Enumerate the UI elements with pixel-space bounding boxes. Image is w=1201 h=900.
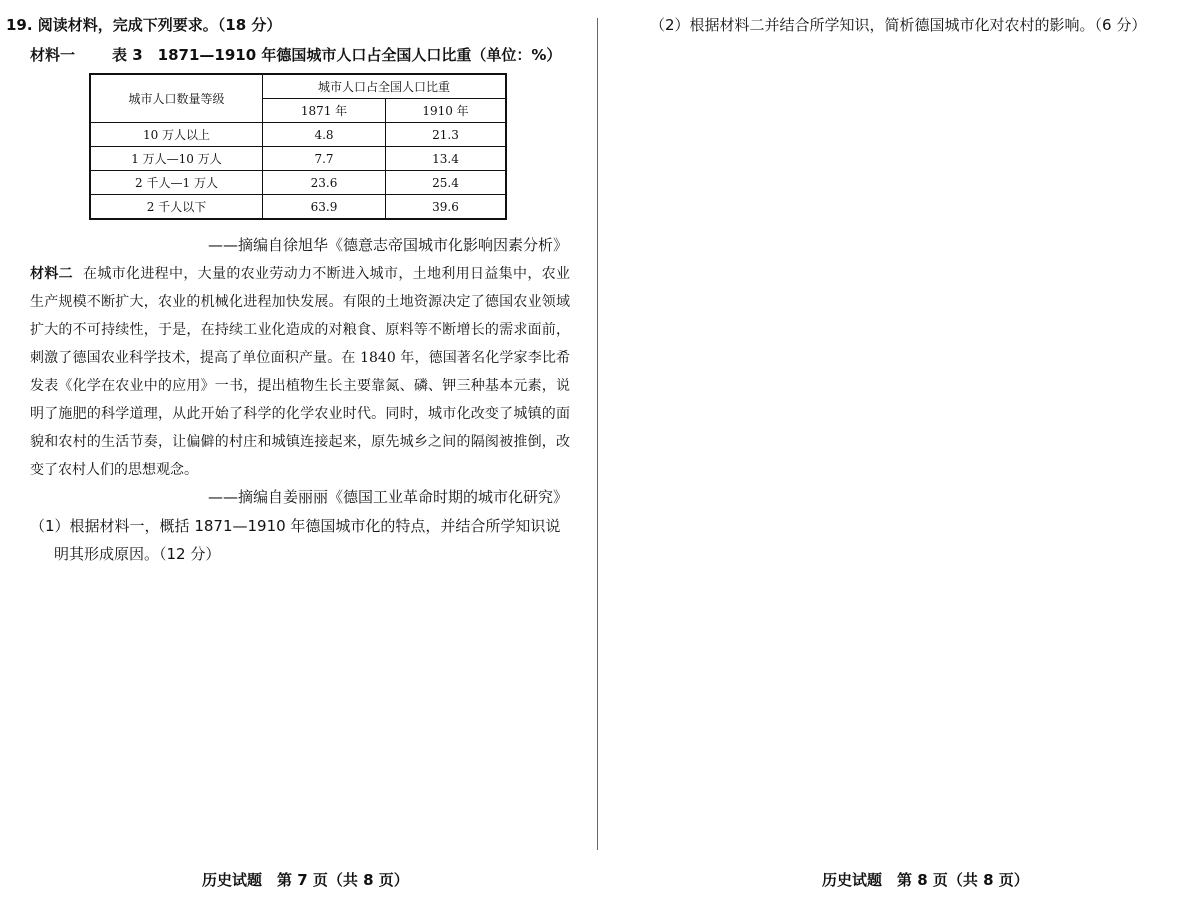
material2-label: 材料二	[30, 266, 73, 282]
group-header: 城市人口占全国人口比重	[263, 74, 507, 99]
value-1910-cell: 13.4	[386, 147, 507, 171]
material1-label: 材料一	[30, 46, 76, 64]
left-page	[0, 0, 598, 900]
level-cell: 2 千人—1 万人	[90, 171, 263, 195]
row-header: 城市人口数量等级	[90, 74, 263, 123]
value-1871-cell: 4.8	[263, 123, 386, 147]
year-header-1910: 1910 年	[386, 99, 507, 123]
value-1910-cell: 25.4	[386, 171, 507, 195]
level-cell: 1 万人—10 万人	[90, 147, 263, 171]
value-1910-cell: 39.6	[386, 195, 507, 220]
table-caption: 表 3 1871—1910 年德国城市人口占全国人口比重（单位：%）	[112, 46, 562, 64]
value-1871-cell: 7.7	[263, 147, 386, 171]
table-row	[90, 171, 506, 195]
page-footer-left: 历史试题 第 7 页（共 8 页）	[202, 871, 409, 889]
table-row	[90, 123, 506, 147]
page-footer-right: 历史试题 第 8 页（共 8 页）	[822, 871, 1029, 889]
table-row	[90, 195, 506, 220]
table-row	[90, 147, 506, 171]
question-title: 19. 阅读材料，完成下列要求。（18 分）	[6, 16, 282, 34]
page-divider	[597, 18, 598, 850]
sub-question-2: （2）根据材料二并结合所学知识，简析德国城市化对农村的影响。（6 分）	[650, 16, 1147, 34]
urban-population-table	[89, 73, 507, 220]
value-1910-cell: 21.3	[386, 123, 507, 147]
material2-block	[30, 260, 570, 484]
material2-source: ——摘编自姜丽丽《德国工业革命时期的城市化研究》	[207, 488, 568, 506]
level-cell: 2 千人以下	[90, 195, 263, 220]
material1-header	[30, 44, 561, 65]
value-1871-cell: 63.9	[263, 195, 386, 220]
right-page	[599, 0, 1201, 900]
value-1871-cell: 23.6	[263, 171, 386, 195]
material1-source: ——摘编自徐旭华《德意志帝国城市化影响因素分析》	[207, 236, 568, 254]
material2-text: 在城市化进程中，大量的农业劳动力不断进入城市，土地利用日益集中，农业生产规模不断扩大，农业的机械化进程加快发展。有限的土地资源决定了德国农业领域扩大的不可持续性，于是，在持续工业化造成的对粮食、原料等不断增长的需求面前，刺激了德国农业科学技术，提高了单位面积产量。在 1840 年，德国著名化学家李比希发表《化学在农业中的应用》一书，提出植物生长主要靠氮、磷、钾三种基本元素，说明了施肥的科学道理，从此开始了科学的化学农业时代。同时，城市化改变了城镇的面貌和农村的生活节奏，让偏僻的村庄和城镇连接起来，原先城乡之间的隔阂被推倒，改变了农村人们的思想观念。	[30, 266, 570, 478]
year-header-1871: 1871 年	[263, 99, 386, 123]
level-cell: 10 万人以上	[90, 123, 263, 147]
sub-question-1: （1）根据材料一，概括 1871—1910 年德国城市化的特点，并结合所学知识说明其形成原因。（12 分）	[30, 517, 561, 563]
